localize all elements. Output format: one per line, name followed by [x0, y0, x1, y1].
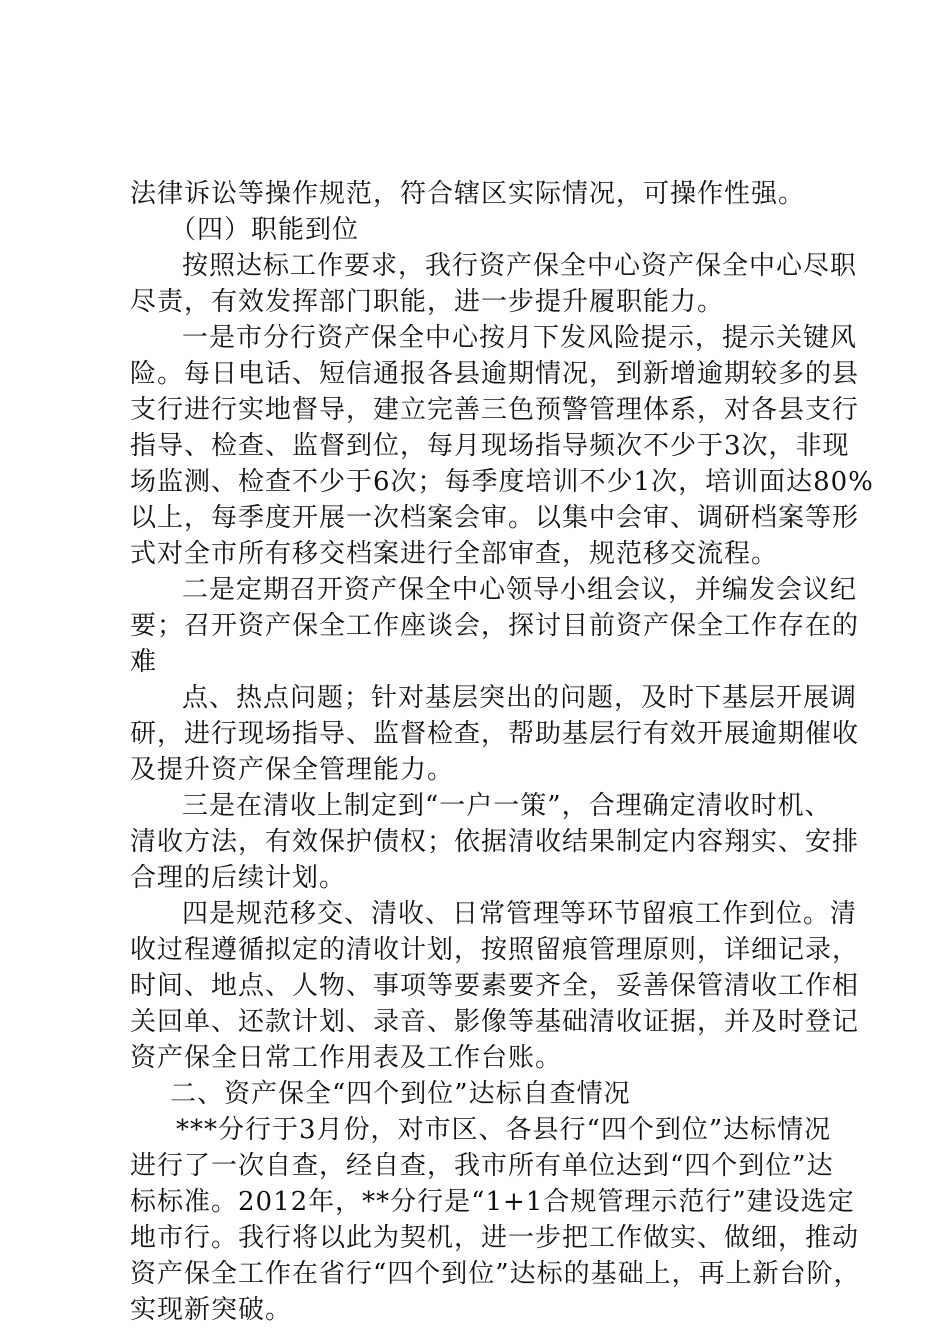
body-line-9: 场监测、检查不少于6次；每季度培训不少1次，培训面达80%: [130, 467, 874, 497]
body-line-31: 资产保全工作在省行“四个到位”达标的基础上，再上新台阶，: [130, 1259, 861, 1289]
body-line-11: 式对全市所有移交档案进行全部审查，规范移交流程。: [130, 539, 779, 569]
body-line-25: 资产保全日常工作用表及工作台账。: [130, 1043, 563, 1073]
body-line-10: 以上，每季度开展一次档案会审。以集中会审、调研档案等形: [130, 503, 860, 533]
body-line-27: ***分行于3月份，对市区、各县行“四个到位”达标情况: [176, 1115, 832, 1145]
body-line-1: 法律诉讼等操作规范，符合辖区实际情况，可操作性强。: [130, 179, 806, 209]
body-line-13: 要；召开资产保全工作座谈会，探讨目前资产保全工作存在的: [130, 611, 860, 641]
body-line-30: 地市行。我行将以此为契机，进一步把工作做实、做细，推动: [130, 1223, 860, 1253]
body-line-22: 收过程遵循拟定的清收计划，按照留痕管理原则，详细记录，: [130, 935, 860, 965]
body-line-14: 难: [130, 647, 158, 677]
body-line-18: 三是在清收上制定到“一户一策”，合理确定清收时机、: [182, 791, 832, 821]
body-line-19: 清收方法，有效保护债权；依据清收结果制定内容翔实、安排: [130, 827, 860, 857]
body-line-21: 四是规范移交、清收、日常管理等环节留痕工作到位。清: [182, 899, 858, 929]
section-heading-2: 二、资产保全“四个到位”达标自查情况: [170, 1079, 631, 1109]
body-line-28: 进行了一次自查，经自查，我市所有单位达到“四个到位”达: [130, 1151, 834, 1181]
body-line-17: 及提升资产保全管理能力。: [130, 755, 455, 785]
body-line-12: 二是定期召开资产保全中心领导小组会议，并编发会议纪: [182, 575, 858, 605]
body-line-15: 点、热点问题；针对基层突出的问题，及时下基层开展调: [182, 683, 858, 713]
body-line-5: 一是市分行资产保全中心按月下发风险提示，提示关键风: [182, 323, 858, 353]
body-line-20: 合理的后续计划。: [130, 863, 347, 893]
body-line-29: 标标准。2012年，**分行是“1+1合规管理示范行”建设选定: [130, 1187, 855, 1217]
body-line-6: 险。每日电话、短信通报各县逾期情况，到新增逾期较多的县: [130, 359, 860, 389]
body-line-3: 按照达标工作要求，我行资产保全中心资产保全中心尽职: [182, 251, 858, 281]
body-line-32: 实现新突破。: [130, 1295, 293, 1325]
body-line-23: 时间、地点、人物、事项等要素要齐全，妥善保管清收工作相: [130, 971, 860, 1001]
body-line-16: 研，进行现场指导、监督检查，帮助基层行有效开展逾期催收: [130, 719, 860, 749]
body-line-8: 指导、检查、监督到位，每月现场指导频次不少于3次，非现: [130, 431, 850, 461]
body-line-24: 关回单、还款计划、录音、影像等基础清收证据，并及时登记: [130, 1007, 860, 1037]
body-line-7: 支行进行实地督导，建立完善三色预警管理体系，对各县支行: [130, 395, 860, 425]
section-heading-4: （四）职能到位: [170, 215, 360, 245]
body-line-4: 尽责，有效发挥部门职能，进一步提升履职能力。: [130, 287, 725, 317]
